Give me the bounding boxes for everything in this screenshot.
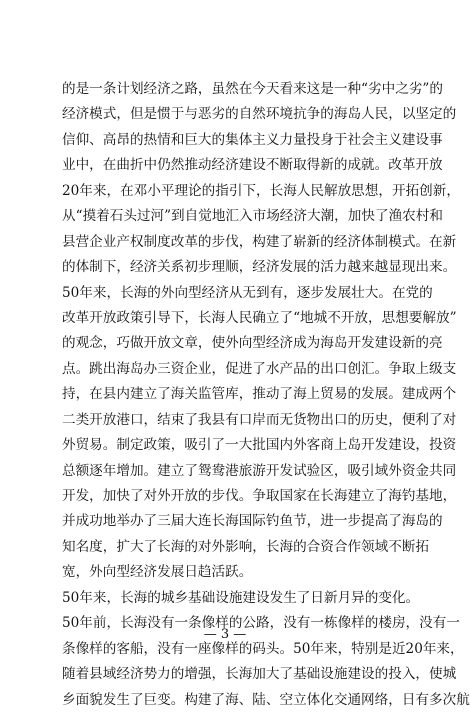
text-line: 点。跳出海岛办三资企业，促进了水产品的出口创汇。争取上级支: [62, 360, 457, 377]
text-line: 的观念，巧做开放文章，使外向型经济成为海岛开发建设新的亮: [62, 335, 443, 352]
text-line: 的体制下，经济关系初步理顺，经济发展的活力越来越显现出来。: [62, 259, 457, 276]
text-line: 二类开放港口，结束了我县有口岸而无货物出口的历史，便利了对: [62, 411, 457, 428]
text-line: 知名度，扩大了长海的对外影响，长海的合资合作领域不断拓: [62, 538, 430, 555]
text-line: 条像样的客船，没有一座像样的码头。50年来，特别是近20年来，: [62, 640, 464, 657]
text-line: 外贸易。制定政策，吸引了一大批国内外客商上岛开发建设，投资: [62, 437, 457, 454]
text-line: 50年前，长海没有一条像样的公路，没有一栋像样的楼房，没有一: [62, 615, 460, 632]
text-line: 随着县域经济势力的增强，长海加大了基础设施建设的投入，使城: [62, 666, 457, 683]
page-number: — 3 —: [203, 627, 247, 642]
body-text: [62, 77, 470, 713]
text-line: 并成功地举办了三届大连长海国际钓鱼节，进一步提高了海岛的: [62, 513, 443, 530]
text-line: 业中，在曲折中仍然推动经济建设不断取得新的成就。改革开放: [62, 157, 443, 174]
text-line: 信仰、高昂的热情和巨大的集体主义力量投身于社会主义建设事: [62, 131, 443, 148]
text-line: 县营企业产权制度改革的步伐，构建了崭新的经济体制模式。在新: [62, 233, 457, 250]
text-line: 经济模式，但是惯于与恶劣的自然环境抗争的海岛人民，以坚定的: [62, 106, 457, 123]
text-line: 的是一条计划经济之路，虽然在今天看来这是一种“劣中之劣”的: [62, 81, 443, 97]
text-line: 50年来，长海的城乡基础设施建设发生了日新月异的变化。: [62, 589, 420, 606]
text-line: 从“摸着石头过河”到自觉地汇入市场经济大潮，加快了渔农村和: [62, 208, 443, 225]
text-line: 乡面貌发生了巨变。构建了海、陆、空立体化交通网络，日有多次航: [62, 691, 470, 708]
text-line: 宽，外向型经济发展日趋活跃。: [62, 564, 253, 581]
text-line: 50年来，长海的外向型经济从无到有，逐步发展壮大。在党的: [62, 284, 433, 301]
text-line: 总额逐年增加。建立了鸳鸯港旅游开发试验区，吸引域外资金共同: [62, 462, 457, 479]
text-line: 20年来，在邓小平理论的指引下，长海人民解放思想，开拓创新，: [62, 182, 460, 199]
text-line: 持，在县内建立了海关监管库，推动了海上贸易的发展。建成两个: [62, 386, 457, 403]
text-line: 改革开放政策引导下，长海人民确立了“地城不开放，思想要解放”: [62, 309, 457, 326]
text-line: 开发，加快了对外开放的步伐。争取国家在长海建立了海钓基地，: [62, 488, 457, 504]
